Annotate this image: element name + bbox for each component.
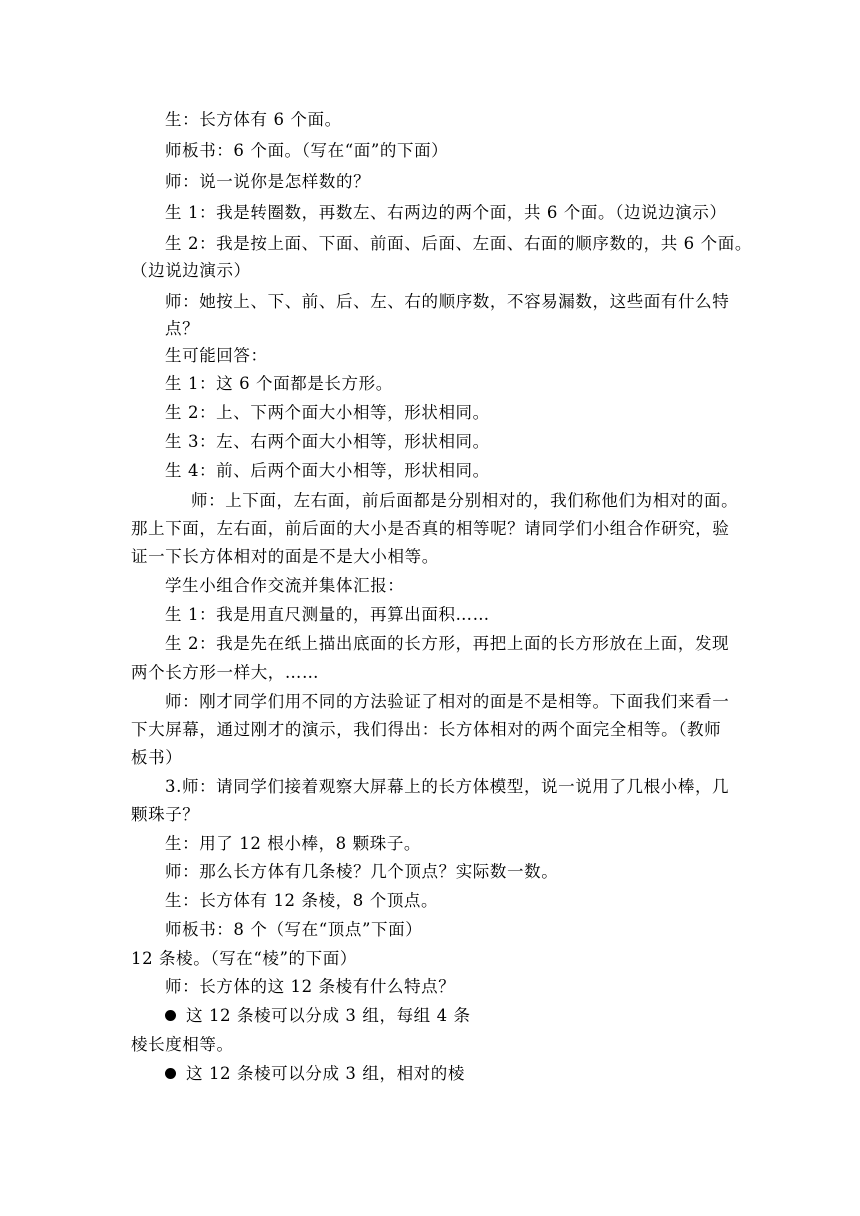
- text-line: 下大屏幕，通过刚才的演示，我们得出：长方体相对的两个面完全相等。（教师: [131, 720, 722, 739]
- text-line: 师：那么长方体有几条棱？几个顶点？实际数一数。: [165, 862, 559, 881]
- text-line: 生：长方体有 12 条棱，8 个顶点。: [165, 891, 439, 910]
- text-line: 12 条棱。（写在“棱”的下面）: [131, 949, 357, 968]
- text-line: 生 1：我是用直尺测量的，再算出面积……: [165, 605, 490, 624]
- text-line: 学生小组合作交流并集体汇报：: [165, 576, 405, 595]
- text-line: 师：她按上、下、前、后、左、右的顺序数，不容易漏数，这些面有什么特: [165, 292, 730, 311]
- text-line: 生可能回答：: [165, 346, 268, 365]
- bullet-text: 这 12 条棱可以分成 3 组，每组 4 条: [186, 1006, 471, 1025]
- bullet-item: [165, 1060, 465, 1088]
- text-line: （边说边演示）: [131, 261, 251, 280]
- text-line: 师：上下面，左右面，前后面都是分别相对的，我们称他们为相对的面。: [191, 491, 739, 510]
- text-line: 生 2：上、下两个面大小相等，形状相同。: [165, 403, 490, 422]
- text-line: 师：长方体的这 12 条棱有什么特点？: [165, 977, 456, 996]
- text-line: 3.师：请同学们接着观察大屏幕上的长方体模型，说一说用了几根小棒，几: [165, 777, 730, 796]
- text-line: 师：说一说你是怎样数的？: [165, 172, 371, 191]
- text-line: 生 2：我是先在纸上描出底面的长方形，再把上面的长方形放在上面，发现: [165, 634, 730, 653]
- text-line: 棱长度相等。: [131, 1035, 234, 1054]
- text-line: 板书）: [131, 748, 183, 767]
- text-line: 点？: [165, 319, 200, 338]
- text-line: 生 1：我是转圈数，再数左、右两边的两个面，共 6 个面。（边说边演示）: [165, 203, 727, 222]
- text-line: 生 3：左、右两个面大小相等，形状相同。: [165, 432, 490, 451]
- text-line: 两个长方形一样大，……: [131, 663, 320, 682]
- text-line: 师：刚才同学们用不同的方法验证了相对的面是不是相等。下面我们来看一: [165, 692, 730, 711]
- bullet-item: [165, 1002, 471, 1030]
- text-line: 生 2：我是按上面、下面、前面、后面、左面、右面的顺序数的，共 6 个面。: [165, 234, 752, 253]
- text-line: 师板书：8 个（写在“顶点”下面）: [165, 920, 423, 939]
- text-line: 生：长方体有 6 个面。: [165, 110, 342, 129]
- bullet-text: 这 12 条棱可以分成 3 组，相对的棱: [186, 1064, 465, 1083]
- text-line: 那上下面，左右面，前后面的大小是否真的相等呢？请同学们小组合作研究，验: [131, 519, 730, 538]
- text-line: 生：用了 12 根小棒，8 颗珠子。: [165, 834, 422, 853]
- text-line: 生 4：前、后两个面大小相等，形状相同。: [165, 461, 490, 480]
- bullet-icon: [165, 1068, 176, 1079]
- text-line: 生 1：这 6 个面都是长方形。: [165, 374, 393, 393]
- text-line: 证一下长方体相对的面是不是大小相等。: [131, 547, 439, 566]
- text-line: 师板书：6 个面。（写在“面”的下面）: [165, 141, 449, 160]
- text-line: 颗珠子？: [131, 805, 200, 824]
- bullet-icon: [165, 1010, 176, 1021]
